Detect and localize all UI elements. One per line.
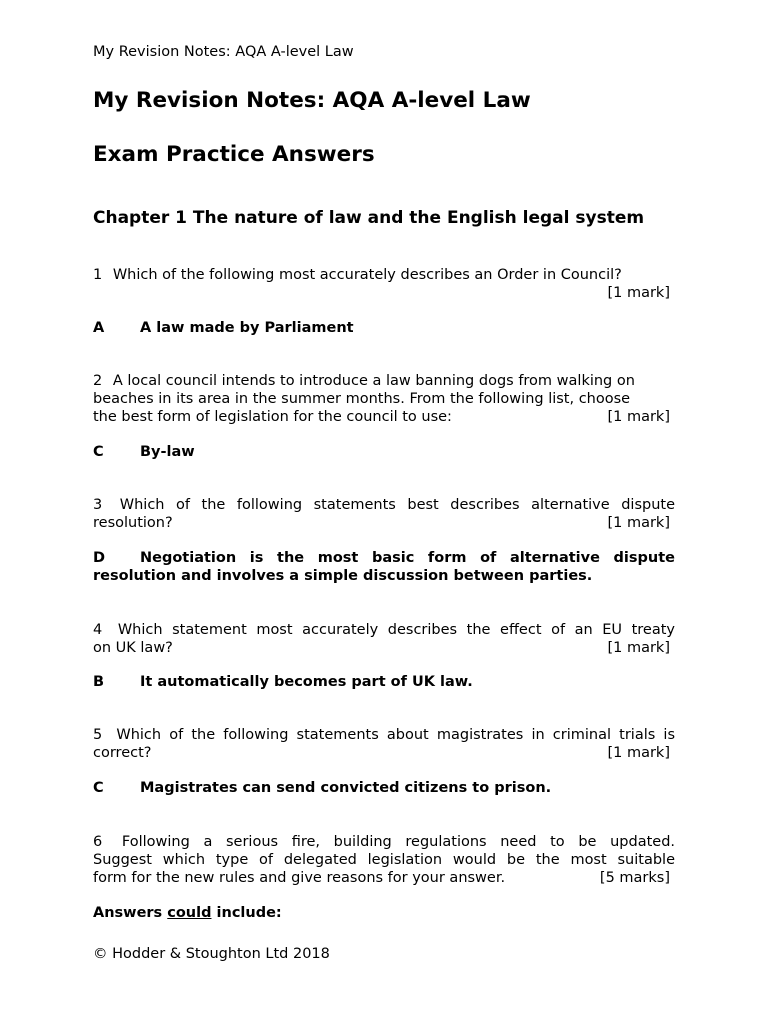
question-marks: [1 mark] bbox=[607, 285, 670, 301]
question-1 bbox=[93, 266, 675, 302]
answer-1 bbox=[93, 319, 675, 337]
question-text-line: beaches in its area in the summer months. From the following list, choose bbox=[93, 391, 631, 407]
question-number: 5 bbox=[93, 727, 103, 743]
answer-letter: C bbox=[93, 780, 104, 796]
answer-letter: A bbox=[93, 320, 105, 336]
question-text-line: on UK law? bbox=[93, 640, 173, 656]
question-6 bbox=[93, 833, 675, 887]
question-text-line: Which statement most accurately describes the effect of an EU treaty bbox=[117, 622, 675, 638]
question-number: 4 bbox=[93, 622, 103, 638]
copyright-footer: © Hodder & Stoughton Ltd 2018 bbox=[93, 946, 330, 962]
question-text-line: Which of the following statements best describes alternative dispute bbox=[119, 497, 676, 513]
chapter-heading: Chapter 1 The nature of law and the English legal system bbox=[93, 208, 645, 228]
document-title: My Revision Notes: AQA A-level Law bbox=[93, 88, 531, 113]
running-header: My Revision Notes: AQA A-level Law bbox=[93, 44, 354, 60]
question-text-line: correct? bbox=[93, 745, 152, 761]
question-text-line: Which of the following statements about magistrates in criminal trials is bbox=[116, 727, 676, 743]
question-3 bbox=[93, 496, 675, 532]
answer-intro-pre: Answers bbox=[93, 905, 168, 921]
answer-2 bbox=[93, 443, 675, 461]
question-text-line: form for the new rules and give reasons for your answer. bbox=[93, 870, 506, 886]
question-2 bbox=[93, 372, 675, 426]
question-marks: [5 marks] bbox=[599, 870, 670, 886]
answer-text: Negotiation is the most basic form of alternative dispute resolution and involves a simple discussion between parties. bbox=[93, 550, 675, 584]
question-text: Which of the following most accurately describes an Order in Council? bbox=[112, 267, 622, 283]
answer-text: It automatically becomes part of UK law. bbox=[140, 674, 473, 690]
question-text-line: Suggest which type of delegated legislation would be the most suitable bbox=[93, 852, 675, 868]
question-marks: [1 mark] bbox=[607, 409, 670, 425]
answer-letter: D bbox=[93, 550, 106, 566]
question-marks: [1 mark] bbox=[607, 640, 670, 656]
question-marks: [1 mark] bbox=[607, 515, 670, 531]
answer-text: Magistrates can send convicted citizens to prison. bbox=[140, 780, 552, 796]
answer-6-intro bbox=[93, 904, 675, 922]
answer-5 bbox=[93, 779, 675, 797]
question-number: 1 bbox=[93, 267, 103, 283]
document-subtitle: Exam Practice Answers bbox=[93, 142, 375, 167]
question-text-line: A local council intends to introduce a law banning dogs from walking on bbox=[112, 373, 635, 389]
answer-letter: C bbox=[93, 444, 104, 460]
answer-letter: B bbox=[93, 674, 105, 690]
question-4 bbox=[93, 621, 675, 657]
answer-text: By-law bbox=[140, 444, 195, 460]
answer-text: A law made by Parliament bbox=[140, 320, 354, 336]
question-number: 6 bbox=[93, 834, 103, 850]
answer-intro-post: include: bbox=[211, 905, 282, 921]
answer-intro-emphasis: could bbox=[167, 905, 212, 921]
question-number: 3 bbox=[93, 497, 103, 513]
question-number: 2 bbox=[93, 373, 103, 389]
answer-4 bbox=[93, 673, 675, 691]
question-text-line: resolution? bbox=[93, 515, 173, 531]
answer-3 bbox=[93, 549, 675, 585]
question-marks: [1 mark] bbox=[607, 745, 670, 761]
question-text-line: the best form of legislation for the council to use: bbox=[93, 409, 452, 425]
question-text-line: Following a serious fire, building regulations need to be updated. bbox=[121, 834, 676, 850]
question-5 bbox=[93, 726, 675, 762]
